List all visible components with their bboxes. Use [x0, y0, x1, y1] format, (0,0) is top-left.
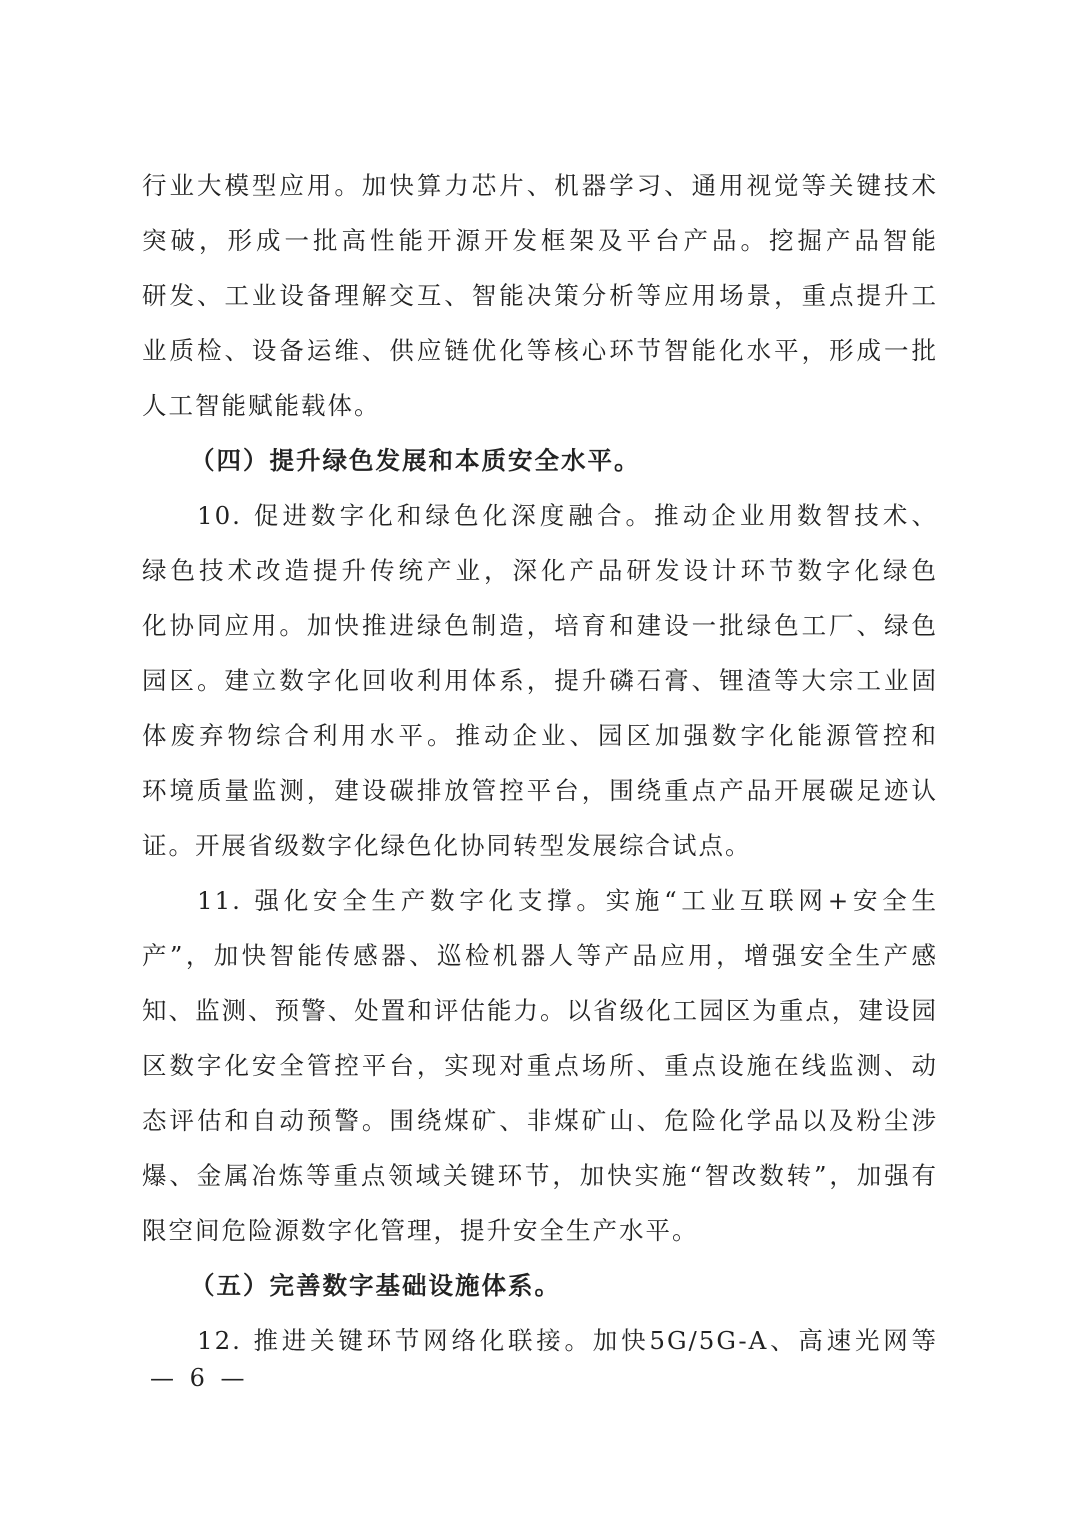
text-line: 证。开展省级数字化绿色化协同转型发展综合试点。 — [142, 831, 752, 860]
text-line: 爆、金属冶炼等重点领域关键环节，加快实施“智改数转”，加强有 — [142, 1161, 938, 1190]
text-line: 人工智能赋能载体。 — [142, 391, 381, 420]
text-line: 突破，形成一批高性能开源开发框架及平台产品。挖掘产品智能 — [142, 226, 938, 255]
text-line: 绿色技术改造提升传统产业，深化产品研发设计环节数字化绿色 — [142, 556, 938, 585]
section-heading: （五）完善数字基础设施体系。 — [190, 1271, 561, 1300]
text-line: 11. 强化安全生产数字化支撑。实施“工业互联网+安全生 — [197, 886, 938, 915]
text-line: 知、监测、预警、处置和评估能力。以省级化工园区为重点，建设园 — [142, 996, 938, 1025]
text-line: 业质检、设备运维、供应链优化等核心环节智能化水平，形成一批 — [142, 336, 938, 365]
text-line: 行业大模型应用。加快算力芯片、机器学习、通用视觉等关键技术 — [142, 171, 938, 200]
text-line: 产”，加快智能传感器、巡检机器人等产品应用，增强安全生产感 — [142, 941, 938, 970]
text-line: 环境质量监测，建设碳排放管控平台，围绕重点产品开展碳足迹认 — [142, 776, 938, 805]
text-line: 限空间危险源数字化管理，提升安全生产水平。 — [142, 1216, 699, 1245]
page-number: — 6 — — [150, 1364, 249, 1392]
text-line: 区数字化安全管控平台，实现对重点场所、重点设施在线监测、动 — [142, 1051, 938, 1080]
text-line: 体废弃物综合利用水平。推动企业、园区加强数字化能源管控和 — [142, 721, 938, 750]
text-line: 园区。建立数字化回收利用体系，提升磷石膏、锂渣等大宗工业固 — [142, 666, 938, 695]
text-line: 态评估和自动预警。围绕煤矿、非煤矿山、危险化学品以及粉尘涉 — [142, 1106, 938, 1135]
text-line: 化协同应用。加快推进绿色制造，培育和建设一批绿色工厂、绿色 — [142, 611, 938, 640]
text-line: 研发、工业设备理解交互、智能决策分析等应用场景，重点提升工 — [142, 281, 938, 310]
section-heading: （四）提升绿色发展和本质安全水平。 — [190, 446, 641, 475]
text-line: 10. 促进数字化和绿色化深度融合。推动企业用数智技术、 — [197, 501, 938, 530]
text-line: 12. 推进关键环节网络化联接。加快5G/5G-A、高速光网等 — [197, 1326, 938, 1355]
